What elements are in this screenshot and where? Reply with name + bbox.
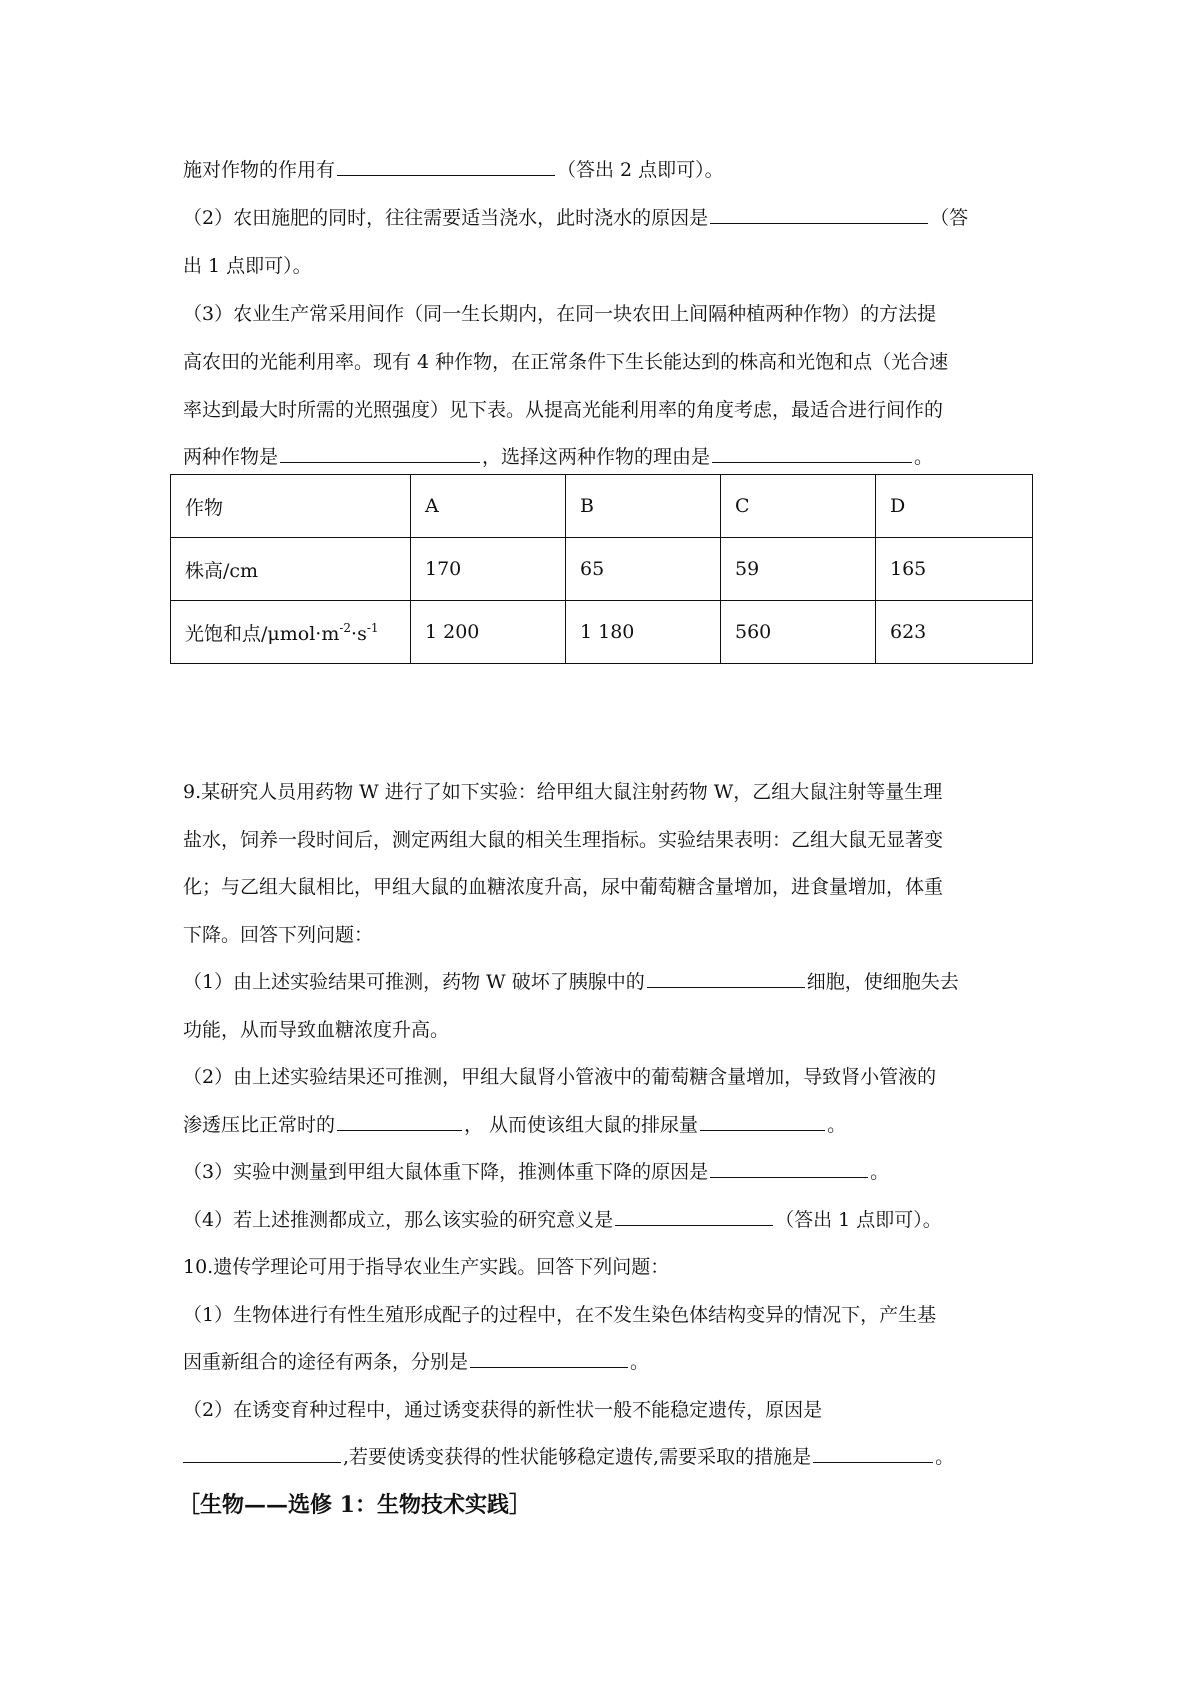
q9-text: 盐水，饲养一段时间后，测定两组大鼠的相关生理指标。实验结果表明：乙组大鼠无显著变 xyxy=(183,829,944,851)
q9-line-4 xyxy=(183,922,1031,948)
table-cell: 165 xyxy=(876,538,1033,601)
answer-blank[interactable] xyxy=(337,1129,462,1131)
q9-line-5 xyxy=(183,969,1031,995)
table-cell: D xyxy=(876,475,1033,538)
row-label: 光饱和点/μmol·m xyxy=(185,622,340,645)
section-heading: ［生物——选修 1：生物技术实践］ xyxy=(178,1492,531,1518)
q10-text: 。 xyxy=(630,1351,650,1373)
q9-line-3 xyxy=(183,874,1031,900)
row-label: ·s xyxy=(351,622,367,645)
table-cell xyxy=(171,601,411,664)
q8-text: （答出 2 点即可）。 xyxy=(557,159,724,181)
q9-text: （1）由上述实验结果可推测，药物 W 破坏了胰腺中的 xyxy=(183,971,645,993)
answer-blank[interactable] xyxy=(337,174,555,176)
q8-line-1 xyxy=(183,157,1031,183)
table-cell: 170 xyxy=(411,538,566,601)
q8-text: 。 xyxy=(914,446,934,468)
answer-blank[interactable] xyxy=(280,461,480,463)
q8-line-5 xyxy=(183,349,1031,375)
answer-blank[interactable] xyxy=(712,461,912,463)
table-cell: 株高/cm xyxy=(171,538,411,601)
q8-line-7 xyxy=(183,444,1031,470)
q9-line-2 xyxy=(183,827,1031,853)
q8-text: 高农田的光能利用率。现有 4 种作物，在正常条件下生长能达到的株高和光饱和点（光合速 xyxy=(183,351,949,373)
q9-line-6 xyxy=(183,1017,1031,1043)
table-cell: 560 xyxy=(721,601,876,664)
table-cell: A xyxy=(411,475,566,538)
q9-text: （3）实验中测量到甲组大鼠体重下降，推测体重下降的原因是 xyxy=(183,1161,709,1183)
table-cell: C xyxy=(721,475,876,538)
table-row xyxy=(171,475,1033,538)
q8-text: （2）农田施肥的同时，往往需要适当浇水，此时浇水的原因是 xyxy=(183,207,709,229)
q9-text: 化；与乙组大鼠相比，甲组大鼠的血糖浓度升高，尿中葡萄糖含量增加，进食量增加，体重 xyxy=(183,876,944,898)
q9-text: （答出 1 点即可）。 xyxy=(775,1209,942,1231)
q10-line-2 xyxy=(183,1302,1031,1328)
q9-text: 渗透压比正常时的 xyxy=(183,1114,336,1136)
table-cell: 1 180 xyxy=(566,601,721,664)
q10-text: ,若要使诱变获得的性状能够稳定遗传,需要采取的措施是 xyxy=(343,1446,812,1468)
q8-line-3 xyxy=(183,253,1031,279)
q9-text: ， 从而使该组大鼠的排尿量 xyxy=(464,1114,699,1136)
table-cell: 1 200 xyxy=(411,601,566,664)
q8-line-4 xyxy=(183,301,1031,327)
q9-text: 9.某研究人员用药物 W 进行了如下实验：给甲组大鼠注射药物 W，乙组大鼠注射等量生理 xyxy=(183,781,943,803)
q9-line-7 xyxy=(183,1064,1031,1090)
q8-text: ，选择这两种作物的理由是 xyxy=(482,446,711,468)
superscript: -2 xyxy=(339,620,352,635)
table-cell: 作物 xyxy=(171,475,411,538)
q9-text: （2）由上述实验结果还可推测，甲组大鼠肾小管液中的葡萄糖含量增加，导致肾小管液的 xyxy=(183,1066,937,1088)
q10-line-4 xyxy=(183,1397,1031,1423)
q9-text: 。 xyxy=(870,1161,890,1183)
q9-line-8 xyxy=(183,1112,1031,1138)
answer-blank[interactable] xyxy=(813,1461,933,1463)
q8-text: 出 1 点即可）。 xyxy=(183,255,312,277)
q9-text: 下降。回答下列问题： xyxy=(183,924,374,946)
table-cell: B xyxy=(566,475,721,538)
table-row xyxy=(171,538,1033,601)
q10-text: 。 xyxy=(935,1446,955,1468)
q9-line-1 xyxy=(183,779,1031,805)
q8-line-6 xyxy=(183,397,1031,423)
answer-blank[interactable] xyxy=(470,1366,628,1368)
q8-text: （3）农业生产常采用间作（同一生长期内，在同一块农田上间隔种植两种作物）的方法提 xyxy=(183,303,937,325)
q10-line-5 xyxy=(183,1444,1031,1470)
table-cell: 65 xyxy=(566,538,721,601)
q9-line-10 xyxy=(183,1207,1031,1233)
q9-text: 功能，从而导致血糖浓度升高。 xyxy=(183,1019,450,1041)
q9-line-9 xyxy=(183,1159,1031,1185)
q8-text: 施对作物的作用有 xyxy=(183,159,336,181)
answer-blank[interactable] xyxy=(710,1176,868,1178)
q10-text: （2）在诱变育种过程中，通过诱变获得的新性状一般不能稳定遗传，原因是 xyxy=(183,1399,823,1421)
answer-blank[interactable] xyxy=(183,1461,341,1463)
crop-table xyxy=(170,474,1033,664)
answer-blank[interactable] xyxy=(700,1129,825,1131)
answer-blank[interactable] xyxy=(615,1224,773,1226)
q9-text: 细胞，使细胞失去 xyxy=(806,971,959,993)
answer-blank[interactable] xyxy=(710,222,928,224)
q10-text: 因重新组合的途径有两条，分别是 xyxy=(183,1351,469,1373)
q10-text: 10.遗传学理论可用于指导农业生产实践。回答下列问题： xyxy=(183,1256,670,1278)
table-cell: 59 xyxy=(721,538,876,601)
q10-line-3 xyxy=(183,1349,1031,1375)
q8-text: 率达到最大时所需的光照强度）见下表。从提高光能利用率的角度考虑，最适合进行间作的 xyxy=(183,399,944,421)
superscript: -1 xyxy=(366,620,379,635)
q8-text: （答 xyxy=(930,207,969,229)
q9-text: 。 xyxy=(827,1114,847,1136)
q8-line-2 xyxy=(183,205,1031,231)
table-row xyxy=(171,601,1033,664)
q10-text: （1）生物体进行有性生殖形成配子的过程中，在不发生染色体结构变异的情况下，产生基 xyxy=(183,1304,937,1326)
q10-line-1 xyxy=(183,1254,1031,1280)
answer-blank[interactable] xyxy=(647,986,805,988)
q9-text: （4）若上述推测都成立，那么该实验的研究意义是 xyxy=(183,1209,614,1231)
table-cell: 623 xyxy=(876,601,1033,664)
q8-text: 两种作物是 xyxy=(183,446,279,468)
